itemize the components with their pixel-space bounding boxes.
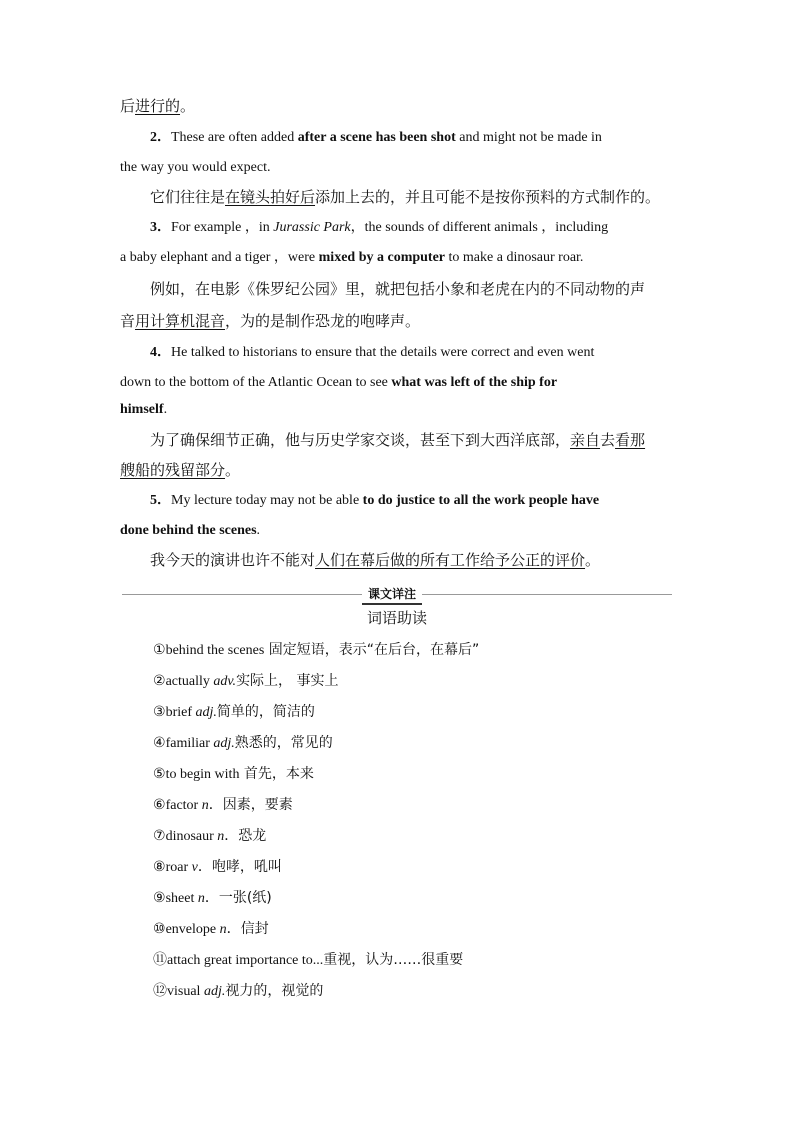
vocab-num: ⑫: [153, 983, 167, 999]
vocab-pos: adv.: [213, 674, 237, 689]
vocab-item: [153, 919, 269, 940]
sentence-2-en-line2: the way you would expect.: [120, 160, 271, 175]
vocab-word: brief: [165, 705, 196, 720]
vocab-num: ⑤: [153, 766, 166, 782]
sentence-5-en-a: My lecture today may not be able: [171, 493, 363, 508]
vocab-meaning: ．因素，要素: [208, 797, 293, 813]
vocab-word: roar: [165, 860, 192, 875]
sentence-3-number: 3．: [150, 220, 171, 235]
sentence-4-zh-a: 为了确保细节正确，他与历史学家交谈，甚至下到大西洋底部，: [150, 431, 571, 449]
sentence-5-en-line2: [120, 521, 680, 541]
sentence-5-zh-a: 我今天的演讲也许不能对: [150, 551, 316, 569]
sentence-4-zh2-underlined: 艘船的残留部分: [120, 461, 226, 479]
sentence-2-en-text-a: These are often added: [171, 130, 298, 145]
sentence-2-zh-b: 添加上去的，并且可能不是按你预料的方式制作的。: [315, 188, 661, 206]
vocab-num: ③: [153, 704, 166, 720]
sentence-3-zh2-a: 音: [120, 312, 136, 330]
sentence-3-en-text-b: ，the sounds of different animals ，including: [350, 220, 609, 235]
sentence-2-en-bold: after a scene has been shot: [297, 130, 456, 145]
vocab-heading: 词语助读: [366, 609, 427, 627]
sentence-2-en-line1: [150, 128, 672, 148]
sentence-4-en3-bold: himself: [120, 402, 164, 417]
vocab-pos: n: [201, 798, 209, 813]
sentence-5-en2-end: .: [256, 523, 261, 538]
sentence-2-number: 2．: [150, 130, 171, 145]
vocab-item: [153, 888, 272, 909]
sentence-3-en-line1: [150, 218, 670, 238]
sentence-2-zh-a: 它们往往是: [150, 188, 226, 206]
intro-suffix: 。: [180, 97, 196, 115]
vocab-num: ⑦: [153, 828, 166, 844]
vocab-pos: n: [217, 829, 225, 844]
vocab-word: familiar: [165, 736, 214, 751]
sentence-5-en2-bold: done behind the scenes: [120, 523, 257, 538]
intro-prefix: 后: [120, 97, 136, 115]
sentence-3-en2-a: a baby elephant and a tiger ，were: [120, 250, 319, 265]
vocab-word: factor: [165, 798, 202, 813]
vocab-meaning: 熟悉的，常见的: [234, 735, 333, 751]
sentence-4-en-line2: [120, 373, 674, 393]
vocab-word: dinosaur: [165, 829, 218, 844]
sentence-4-zh-line2: [120, 460, 680, 480]
vocab-item: [153, 733, 333, 754]
sentence-4-zh-underlined1: 亲自: [570, 431, 601, 449]
vocab-num: ⑪: [153, 952, 167, 968]
vocab-item: [153, 826, 266, 847]
vocab-item: [153, 764, 314, 785]
sentence-4-zh-underlined2: 看那: [615, 431, 646, 449]
vocab-word: sheet: [165, 891, 198, 906]
sentence-3-zh-line1: 例如，在电影《侏罗纪公园》里，就把包括小象和老虎在内的不同动物的声: [150, 280, 646, 298]
vocab-pos: v: [191, 860, 198, 875]
sentence-4-zh2-b: 。: [225, 461, 241, 479]
vocab-pos: adj.: [213, 736, 235, 751]
vocab-num: ①: [153, 642, 166, 658]
vocab-meaning: 首先，本来: [239, 766, 314, 782]
vocab-meaning: 固定短语，表示“在后台，在幕后”: [264, 642, 480, 658]
vocab-num: ⑩: [153, 921, 166, 937]
vocab-num: ④: [153, 735, 166, 751]
vocab-meaning: 重视，认为……很重要: [323, 952, 464, 968]
vocab-meaning: ．信封: [226, 921, 269, 937]
vocab-item: [153, 795, 293, 816]
sentence-5-zh: [150, 550, 650, 570]
sentence-4-en-text: He talked to historians to ensure that the details were correct and even went: [171, 345, 595, 360]
vocab-pos: adj.: [195, 705, 217, 720]
sentence-4-number: 4．: [150, 345, 171, 360]
sentence-3-zh2-b: ，为的是制作恐龙的咆哮声。: [225, 312, 421, 330]
vocab-num: ⑨: [153, 890, 166, 906]
vocab-word: actually: [165, 674, 214, 689]
vocab-item: [153, 671, 339, 692]
sentence-5-zh-underlined: 人们在幕后做的所有工作给予公正的评价: [315, 551, 586, 569]
sentence-5-en-line1: [150, 491, 674, 511]
vocab-item: [153, 981, 323, 1002]
sentence-4-zh-b: 去: [600, 431, 616, 449]
vocab-word: visual: [167, 984, 204, 999]
sentence-3-en2-b: to make a dinosaur roar.: [445, 250, 584, 265]
vocab-pos: n: [219, 922, 227, 937]
sentence-5-number: 5．: [150, 493, 171, 508]
sentence-3-en-line2: [120, 248, 680, 268]
vocab-num: ⑥: [153, 797, 166, 813]
vocab-item: [153, 950, 463, 971]
sentence-2-zh-underlined: 在镜头拍好后: [225, 188, 316, 206]
vocab-meaning: 实际上， 事实上: [236, 673, 339, 689]
vocab-word: to begin with: [165, 767, 240, 782]
vocab-num: ②: [153, 673, 166, 689]
vocab-word: attach great importance to...: [167, 953, 324, 968]
vocab-pos: adj.: [203, 984, 226, 999]
sentence-4-en2-a: down to the bottom of the Atlantic Ocean to see: [120, 375, 392, 390]
sentence-4-en-line3: [120, 400, 680, 420]
sentence-3-en2-bold: mixed by a computer: [318, 250, 446, 265]
sentence-5-en-bold: to do justice to all the work people have: [362, 493, 600, 508]
sentence-3-zh-line2: [120, 311, 680, 331]
sentence-4-en2-bold: what was left of the ship for: [391, 375, 558, 390]
vocab-meaning: ．一张(纸): [204, 890, 272, 906]
vocab-word: envelope: [165, 922, 220, 937]
sentence-4-en3-end: .: [163, 402, 168, 417]
intro-underlined: 进行的: [135, 97, 181, 115]
vocab-num: ⑧: [153, 859, 166, 875]
section-badge: 课文详注: [362, 585, 422, 605]
sentence-3-en-italic: Jurassic Park: [273, 220, 351, 235]
vocab-meaning: 视力的，视觉的: [225, 983, 324, 999]
vocab-meaning: ．恐龙: [224, 828, 267, 844]
intro-line: [120, 96, 680, 116]
sentence-3-zh2-underlined: 用计算机混音: [135, 312, 226, 330]
vocab-item: [153, 857, 282, 878]
vocab-meaning: 简单的，简洁的: [216, 704, 315, 720]
sentence-5-zh-b: 。: [585, 551, 601, 569]
vocab-item: [153, 640, 479, 661]
sentence-2-zh: [150, 187, 690, 207]
sentence-4-zh-line1: [150, 430, 674, 450]
vocab-word: behind the scenes: [165, 643, 265, 658]
sentence-4-en-line1: [150, 343, 672, 363]
vocab-meaning: ．咆哮，吼叫: [197, 859, 282, 875]
vocab-pos: n: [197, 891, 205, 906]
sentence-3-en-text-a: For example ，in: [171, 220, 274, 235]
vocab-item: [153, 702, 315, 723]
sentence-2-en-text-b: and might not be made in: [455, 130, 602, 145]
